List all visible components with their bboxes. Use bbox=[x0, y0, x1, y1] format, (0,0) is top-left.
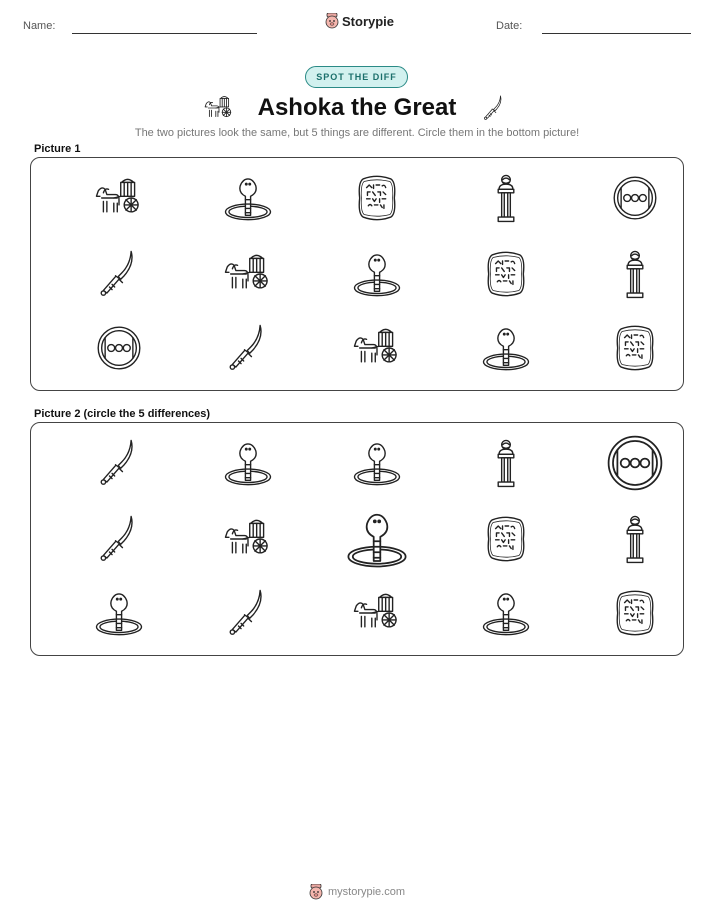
name-label: Name: bbox=[23, 20, 56, 32]
chariot-icon bbox=[93, 172, 145, 224]
pillar-icon bbox=[609, 248, 661, 300]
cobra-icon[interactable] bbox=[222, 437, 274, 489]
chariot-icon bbox=[351, 322, 403, 374]
picture-1-panel bbox=[30, 157, 684, 391]
sword-icon[interactable] bbox=[93, 513, 145, 565]
edict-stone-icon bbox=[351, 172, 403, 224]
edict-stone-icon[interactable] bbox=[609, 587, 661, 639]
instructions: The two pictures look the same, but 5 things are different. Circle them in the bottom picture! bbox=[134, 127, 580, 139]
footer-url: mystorypie.com bbox=[328, 886, 406, 898]
pillar-icon bbox=[480, 172, 532, 224]
footer bbox=[309, 884, 405, 900]
sword-icon bbox=[93, 248, 145, 300]
name-field[interactable] bbox=[72, 33, 257, 34]
chariot-icon[interactable] bbox=[222, 513, 274, 565]
pillar-icon[interactable] bbox=[480, 437, 532, 489]
title-sword-icon bbox=[480, 92, 508, 124]
cobra-icon[interactable] bbox=[351, 437, 403, 489]
date-label: Date: bbox=[496, 20, 523, 32]
picture-2-panel[interactable] bbox=[30, 422, 684, 656]
pig-mascot-icon bbox=[325, 13, 339, 29]
edict-stone-icon bbox=[609, 322, 661, 374]
cobra-icon bbox=[222, 172, 274, 224]
edict-stone-icon bbox=[480, 248, 532, 300]
chariot-icon[interactable] bbox=[351, 587, 403, 639]
shield-icon bbox=[93, 322, 145, 374]
cobra-icon[interactable] bbox=[344, 506, 410, 572]
picture-1-label: Picture 1 bbox=[34, 143, 81, 155]
pillar-icon[interactable] bbox=[609, 513, 661, 565]
cobra-icon[interactable] bbox=[93, 587, 145, 639]
cobra-icon bbox=[480, 322, 532, 374]
sword-icon bbox=[222, 322, 274, 374]
picture-2-label: Picture 2 (circle the 5 differences) bbox=[34, 408, 211, 420]
date-field[interactable] bbox=[542, 33, 691, 34]
chariot-icon bbox=[222, 248, 274, 300]
cobra-icon[interactable] bbox=[480, 587, 532, 639]
edict-stone-icon[interactable] bbox=[480, 513, 532, 565]
pig-mascot-icon bbox=[309, 884, 323, 900]
shield-icon[interactable] bbox=[602, 430, 668, 496]
brand-logo bbox=[325, 13, 394, 29]
brand-name: Storypie bbox=[342, 13, 395, 29]
shield-icon bbox=[609, 172, 661, 224]
spot-the-diff-badge: SPOT THE DIFF bbox=[305, 66, 408, 88]
sword-icon[interactable] bbox=[93, 437, 145, 489]
cobra-icon bbox=[351, 248, 403, 300]
page-title: Ashoka the Great bbox=[257, 94, 457, 121]
sword-icon[interactable] bbox=[222, 587, 274, 639]
